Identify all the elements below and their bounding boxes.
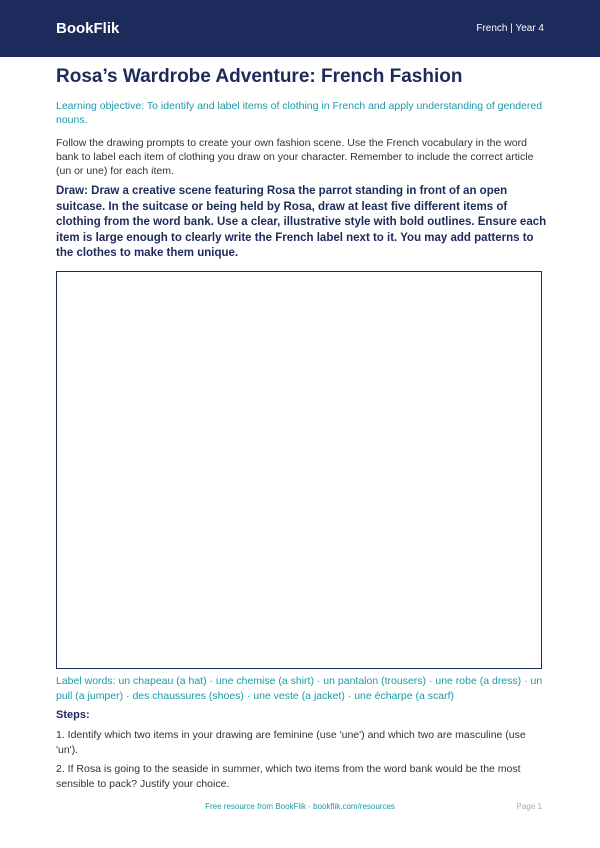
drawing-area[interactable] [56, 271, 542, 669]
steps-list [56, 728, 546, 796]
step-item: 2. If Rosa is going to the seaside in summer, which two items from the word bank would be the most sensible to pack? Justify your choice. [56, 763, 521, 790]
subject-year-label: French | Year 4 [476, 23, 544, 34]
intro-paragraph: Follow the drawing prompts to create your own fashion scene. Use the French vocabulary in the word bank to label each item of clothing you draw on your character. Remember to include the correct article (un or une) for each item. [56, 137, 534, 177]
brand-logo: BookFlik [56, 20, 120, 37]
page-number: Page 1 [516, 802, 542, 811]
steps-heading: Steps: [56, 709, 90, 721]
drawing-prompt: Draw: Draw a creative scene featuring Rosa the parrot standing in front of an open suitcase. In the suitcase or being held by Rosa, draw at least five different items of clothing from the word bank. Use a clear, illustrative style with bold outlines. Ensure each item is large enough to clearly write the French label next to it. You may add patterns to the clothes to make them unique. [56, 185, 547, 259]
learning-objective: Learning objective: To identify and label items of clothing in French and apply understanding of gendered nouns. [56, 100, 543, 126]
footer-link[interactable]: Free resource from BookFlik · bookflik.com/resources [205, 802, 395, 811]
page-title: Rosa’s Wardrobe Adventure: French Fashion [56, 66, 463, 87]
step-item: 1. Identify which two items in your drawing are feminine (use 'une') and which two are masculine (use 'un'). [56, 729, 526, 756]
page-header [0, 0, 600, 57]
page-footer [0, 802, 600, 816]
word-bank: Label words: un chapeau (a hat) · une chemise (a shirt) · un pantalon (trousers) · une robe (a dress) · un pull (a jumper) · des chaussures (shoes) · une veste (a jacket) · une écharpe (a scarf) [56, 675, 543, 702]
